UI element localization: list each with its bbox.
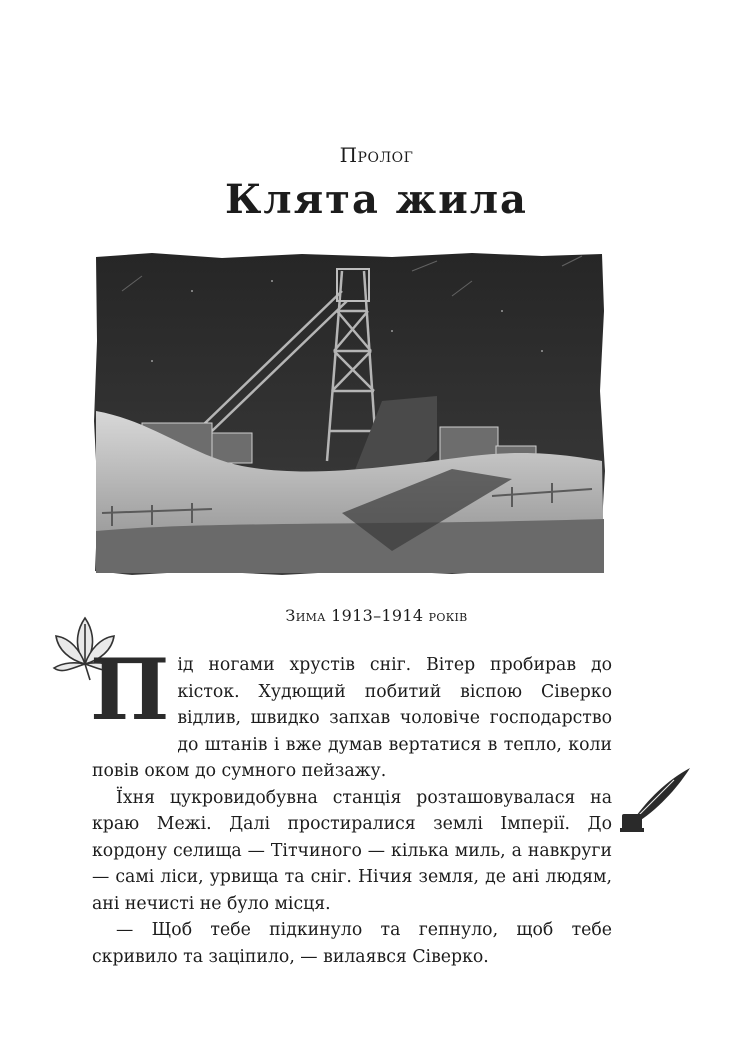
- quill-inkwell-icon: [618, 766, 694, 838]
- paragraph-2: Їхня цукровидобувна станція розташовувалася на краю Межі. Далі простиралися землі Імперії. До кордону селища — Тітчиного — кілька миль, а навкруги — самі ліси, урвища та сніг. Нічия земля, де ані людям, ані нечисті не було місця.: [92, 787, 612, 914]
- paragraph-1-text: ід ногами хрустів сніг. Вітер пробирав до кісток. Худющий побитий віспою Сіверко відлив, швидко запхав чоловіче господарство до штанів і вже думав вертатися в тепло, коли повів оком до сумного пейзажу.: [92, 655, 612, 781]
- paragraph-1: [90, 640, 612, 785]
- drop-cap: П: [90, 640, 170, 739]
- paragraph-3: — Щоб тебе підкинуло та гепнуло, щоб тебе скривило та заціпило, — вилаявся Сіверко.: [92, 920, 612, 967]
- winter-mine-tower-illustration: [92, 251, 606, 577]
- date-line: Зима 1913–1914 років: [285, 606, 468, 625]
- chapter-label: Пролог: [339, 143, 414, 167]
- body-text: [90, 640, 612, 970]
- chapter-title: Клята жила: [225, 176, 528, 223]
